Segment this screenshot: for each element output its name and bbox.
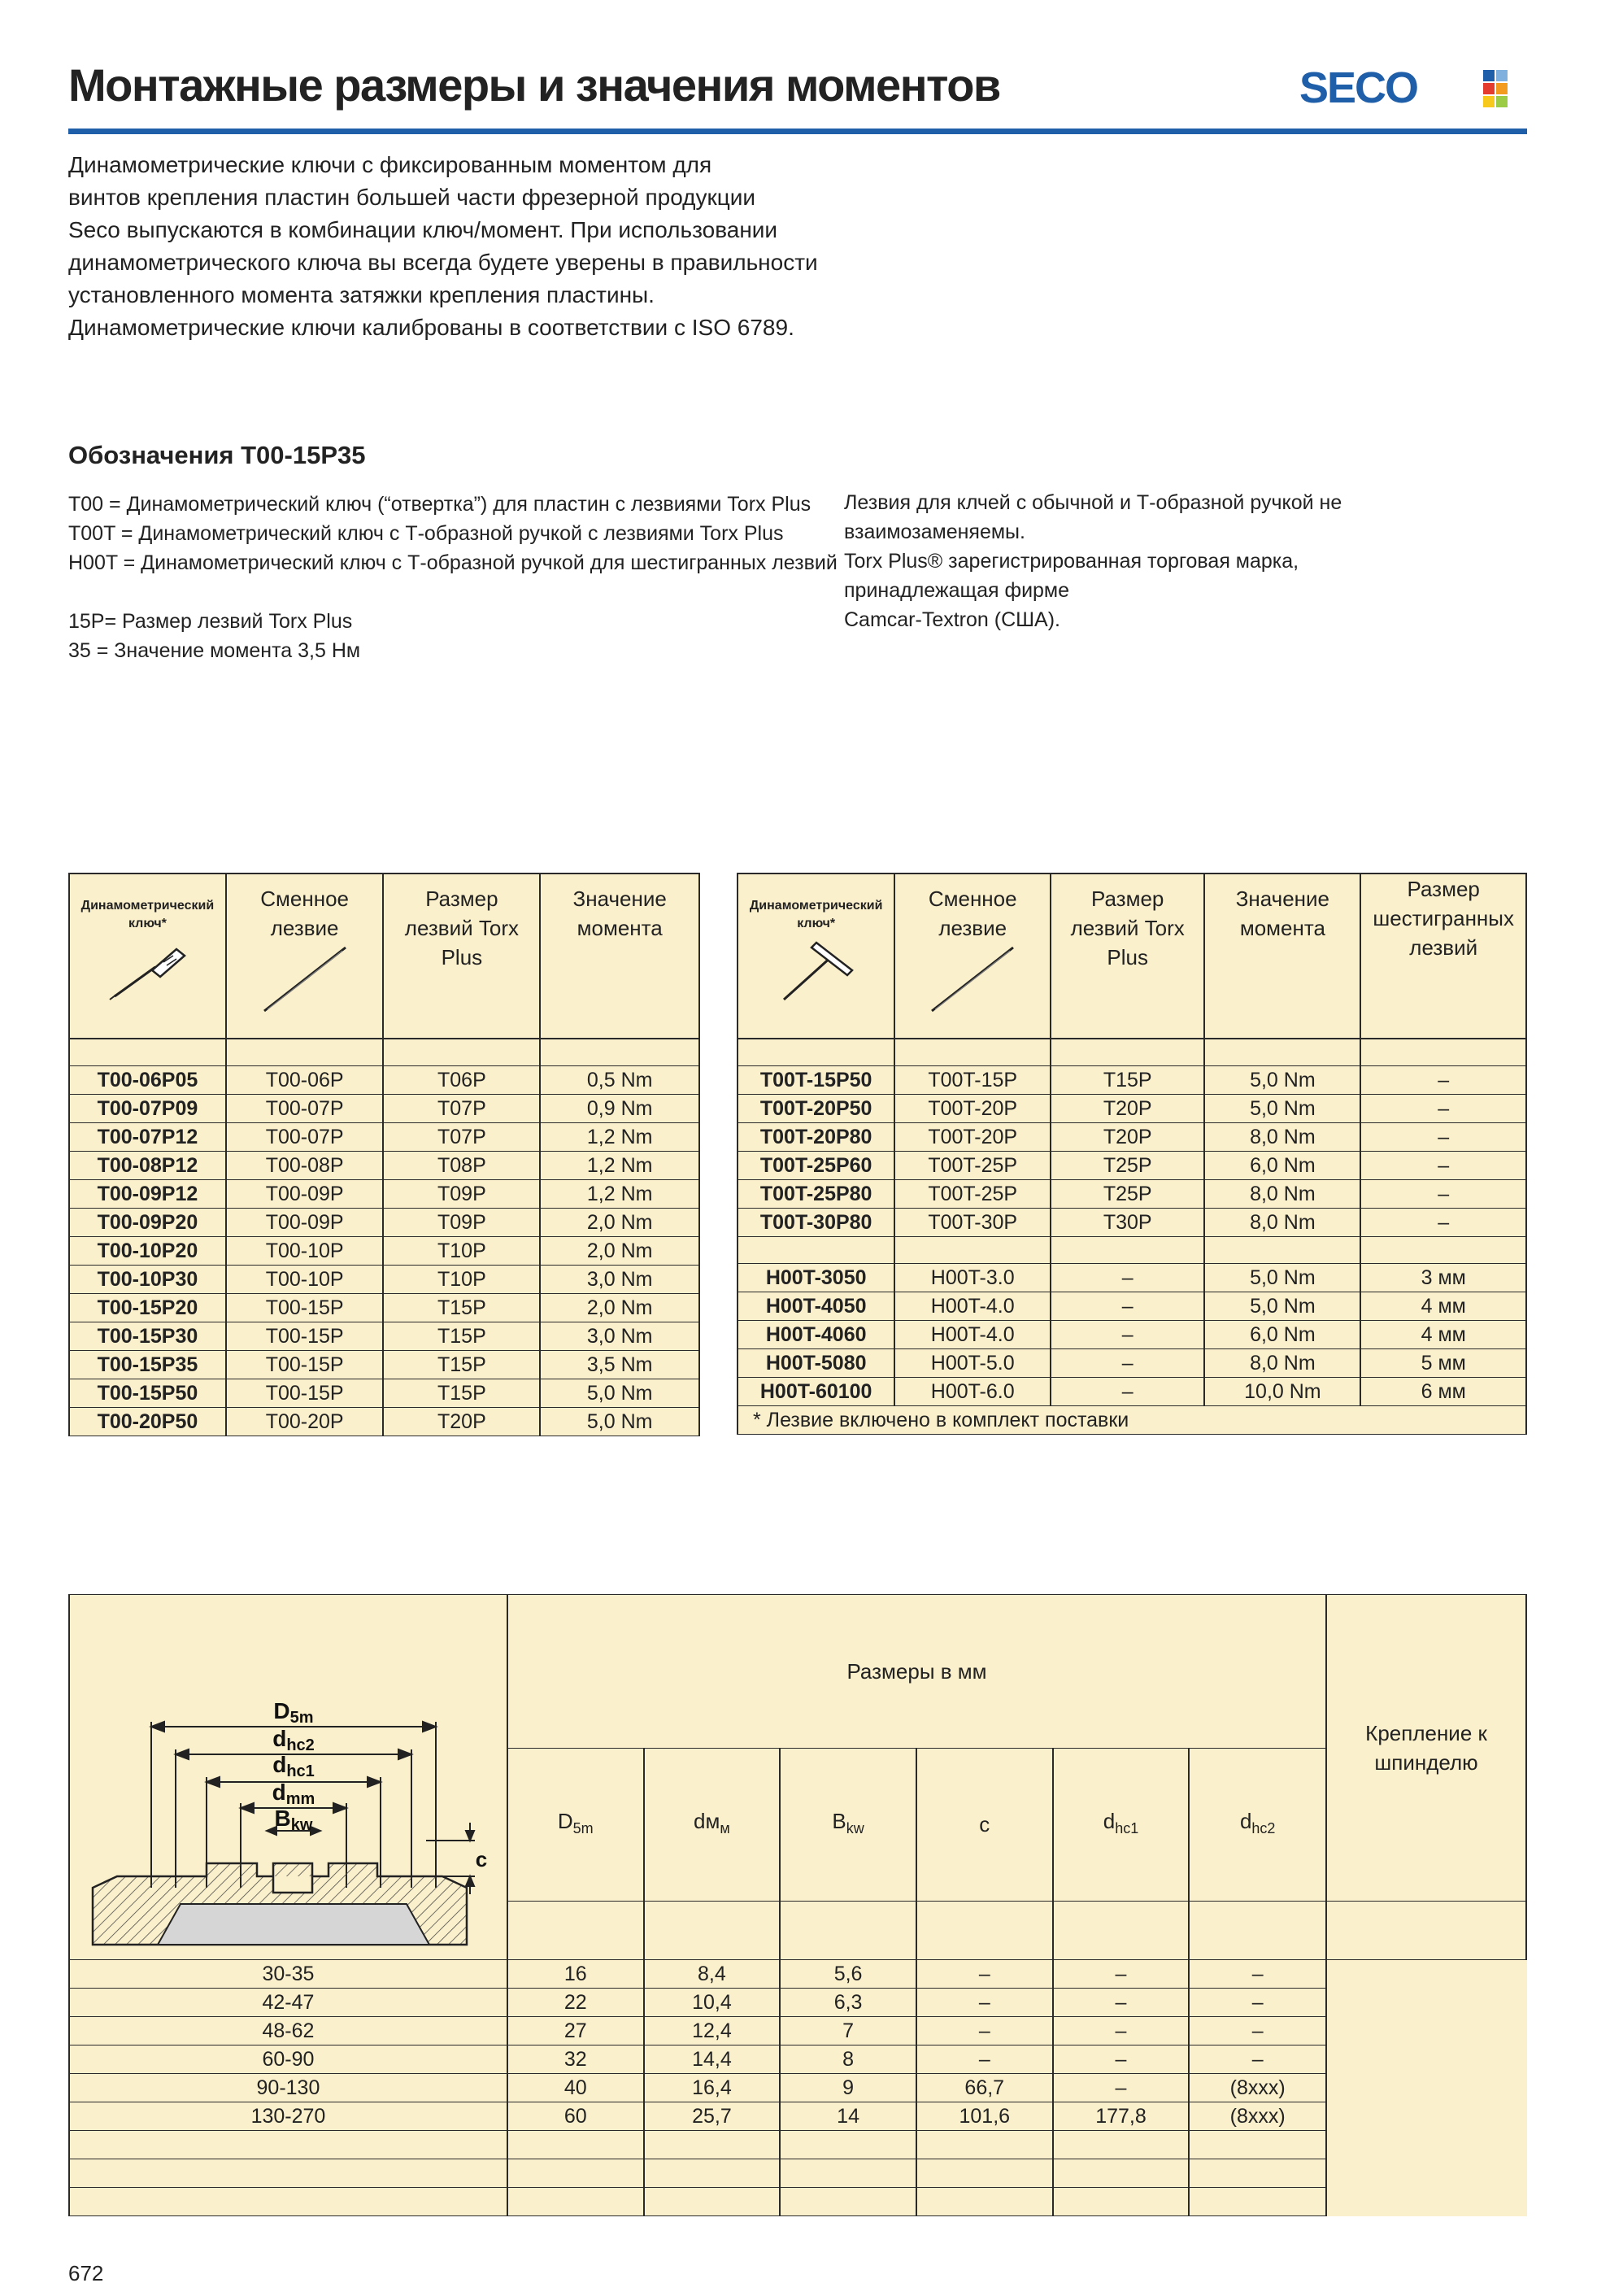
header-torque: Значение момента bbox=[540, 874, 699, 1039]
table-cell: – bbox=[1189, 2045, 1326, 2074]
table-cell: – bbox=[1360, 1123, 1526, 1152]
table-row bbox=[738, 1264, 1526, 1292]
table-cell: 32 bbox=[507, 2045, 644, 2074]
table-cell: 6,0 Nm bbox=[1204, 1321, 1360, 1349]
table-cell: T20P bbox=[1051, 1095, 1204, 1123]
header-torx-size: Размер лезвий Torx Plus bbox=[383, 874, 540, 1039]
table-cell: T00T-20P bbox=[894, 1095, 1051, 1123]
table-cell: 4 мм bbox=[1360, 1321, 1526, 1349]
blade-icon bbox=[256, 943, 354, 1016]
table-cell: T00-09P bbox=[226, 1180, 384, 1209]
table-cell-code: T00-09P20 bbox=[69, 1209, 226, 1237]
table-cell-code: T00-15P30 bbox=[69, 1322, 226, 1351]
table-cell: 5,0 Nm bbox=[1204, 1264, 1360, 1292]
table-cell: 16 bbox=[507, 1960, 644, 1989]
table-cell: – bbox=[1189, 1960, 1326, 1989]
mounting-dimensions-table bbox=[68, 1594, 1527, 2216]
table-cell-code: H00T-4050 bbox=[738, 1292, 894, 1321]
table-cell: 9 bbox=[780, 2074, 916, 2102]
table-cell-code: 90-130 bbox=[69, 2074, 507, 2102]
table-cell: T07P bbox=[383, 1123, 540, 1152]
table-cell: 66,7 bbox=[916, 2074, 1053, 2102]
table-cell: 5,6 bbox=[780, 1960, 916, 1989]
table-cell: T00-15P bbox=[226, 1351, 384, 1379]
table-cell: (8xxx) bbox=[1189, 2074, 1326, 2102]
table-cell: 8,0 Nm bbox=[1204, 1209, 1360, 1237]
dimension-column-header: $d_{hc2}$ bbox=[1189, 1748, 1326, 1902]
table-cell: 22 bbox=[507, 1989, 644, 2017]
spacer-row bbox=[69, 1039, 699, 1066]
table-cell-code: T00T-25P80 bbox=[738, 1180, 894, 1209]
table-cell-code: T00T-15P50 bbox=[738, 1066, 894, 1095]
table-row bbox=[69, 1123, 699, 1152]
table-cell: 40 bbox=[507, 2074, 644, 2102]
table-cell: 3,0 Nm bbox=[540, 1266, 699, 1294]
table-cell-code: H00T-5080 bbox=[738, 1349, 894, 1378]
table-cell: – bbox=[1051, 1378, 1204, 1406]
table-cell-code: 48-62 bbox=[69, 2017, 507, 2045]
dimension-column-header: $B_{kw}$ bbox=[780, 1748, 916, 1902]
table-cell: 1,2 Nm bbox=[540, 1152, 699, 1180]
table-cell: T25P bbox=[1051, 1180, 1204, 1209]
table-cell: – bbox=[1360, 1152, 1526, 1180]
table-cell: T00-07P bbox=[226, 1095, 384, 1123]
header-key: Динамометрический ключ* bbox=[738, 874, 894, 1039]
header-blade: Сменное лезвие bbox=[894, 874, 1051, 1039]
table-cell: 1,2 Nm bbox=[540, 1180, 699, 1209]
table-cell: – bbox=[1189, 2017, 1326, 2045]
table-cell: 27 bbox=[507, 2017, 644, 2045]
table-cell: T00T-15P bbox=[894, 1066, 1051, 1095]
table-cell: 8,0 Nm bbox=[1204, 1180, 1360, 1209]
table-cell: T00T-25P bbox=[894, 1152, 1051, 1180]
table-row bbox=[69, 1237, 699, 1266]
table-cell: 3,0 Nm bbox=[540, 1322, 699, 1351]
table-cell: T15P bbox=[1051, 1066, 1204, 1095]
table-row bbox=[69, 2017, 1526, 2045]
seco-logo bbox=[1299, 65, 1527, 111]
table-cell: 3 мм bbox=[1360, 1264, 1526, 1292]
table-cell: 6,0 Nm bbox=[1204, 1152, 1360, 1180]
table-row bbox=[738, 1180, 1526, 1209]
intro-paragraph: Динамометрические ключи с фиксированным моментом для винтов крепления пластин большей части фрезерной продукции Seco выпускаются в комбинации ключ/момент. При использовании динамометрического ключа вы всегда будете уверены в правильности установленного момента затяжки крепления пластины. Динамометрические ключи калиброваны в соответствии с ISO 6789. bbox=[68, 152, 818, 340]
table-cell: 5,0 Nm bbox=[1204, 1292, 1360, 1321]
table-cell: – bbox=[916, 2017, 1053, 2045]
table-cell: T00T-20P bbox=[894, 1123, 1051, 1152]
table-cell: – bbox=[1051, 1321, 1204, 1349]
table-cell-code: T00-07P12 bbox=[69, 1123, 226, 1152]
table-cell: T15P bbox=[383, 1351, 540, 1379]
table-cell: – bbox=[916, 2045, 1053, 2074]
table-row bbox=[738, 1123, 1526, 1152]
table-cell: – bbox=[1053, 1960, 1190, 1989]
spacer-row bbox=[69, 2159, 1526, 2188]
screwdriver-icon bbox=[98, 938, 196, 1003]
table-cell: – bbox=[1053, 2017, 1190, 2045]
table-cell: 12,4 bbox=[644, 2017, 781, 2045]
table-cell: 5,0 Nm bbox=[1204, 1095, 1360, 1123]
table-cell: H00T-4.0 bbox=[894, 1321, 1051, 1349]
dimension-column-header: c bbox=[916, 1748, 1053, 1902]
table-cell: 5,0 Nm bbox=[540, 1408, 699, 1436]
header-rule bbox=[68, 129, 1527, 134]
table-cell: 14 bbox=[780, 2102, 916, 2131]
dimensions-group-header: Размеры в мм bbox=[507, 1595, 1326, 1749]
table-row bbox=[69, 1095, 699, 1123]
table-cell: T00-08P bbox=[226, 1152, 384, 1180]
table-cell: – bbox=[1360, 1066, 1526, 1095]
table-cell-code: 130-270 bbox=[69, 2102, 507, 2131]
table-row bbox=[69, 1266, 699, 1294]
table-cell: 8,0 Nm bbox=[1204, 1349, 1360, 1378]
table-cell: T00-15P bbox=[226, 1294, 384, 1322]
cutter-cross-section-diagram bbox=[85, 1595, 491, 1953]
table-cell-code: H00T-60100 bbox=[738, 1378, 894, 1406]
designation-legend-left: T00 = Динамометрический ключ (“отвертка”) для пластин с лезвиями Torx Plus T00T = Динамометрический ключ с Т-образной ручкой с лезвиями Torx Plus H00T = Динамометрический ключ с Т-образной ручкой для шестигранных лезвий 15P= Размер лезвий Torx Plus 35 = Значение момента 3,5 Нм bbox=[68, 493, 838, 662]
cutter-diagram-cell bbox=[69, 1595, 507, 1960]
table-cell: – bbox=[1360, 1095, 1526, 1123]
table-cell: 1,2 Nm bbox=[540, 1123, 699, 1152]
table-cell-code: T00-08P12 bbox=[69, 1152, 226, 1180]
table-cell: 3,5 Nm bbox=[540, 1351, 699, 1379]
table-cell: – bbox=[1053, 2045, 1190, 2074]
table-cell: T09P bbox=[383, 1209, 540, 1237]
logo-text: SECO bbox=[1299, 65, 1418, 111]
table-cell-code: 30-35 bbox=[69, 1960, 507, 1989]
table-cell: 5,0 Nm bbox=[1204, 1066, 1360, 1095]
svg-text:dmm: dmm bbox=[272, 1780, 315, 1808]
table-cell: 0,9 Nm bbox=[540, 1095, 699, 1123]
table-cell: T09P bbox=[383, 1180, 540, 1209]
dimension-column-header: $D_{5m}$ bbox=[507, 1748, 644, 1902]
table-cell-code: T00-10P30 bbox=[69, 1266, 226, 1294]
table-cell: 4 мм bbox=[1360, 1292, 1526, 1321]
table-cell: – bbox=[1051, 1292, 1204, 1321]
blade-icon bbox=[924, 943, 1021, 1016]
footnote: * Лезвие включено в комплект поставки bbox=[738, 1406, 1526, 1435]
table-cell: T30P bbox=[1051, 1209, 1204, 1237]
header-torque: Значение момента bbox=[1204, 874, 1360, 1039]
table-cell: 10,4 bbox=[644, 1989, 781, 2017]
table-cell-code: T00-07P09 bbox=[69, 1095, 226, 1123]
table-cell-code: H00T-3050 bbox=[738, 1264, 894, 1292]
table-cell-code: T00-10P20 bbox=[69, 1237, 226, 1266]
table-row bbox=[738, 1378, 1526, 1406]
table-cell: T00-10P bbox=[226, 1266, 384, 1294]
table-cell-code: T00-20P50 bbox=[69, 1408, 226, 1436]
table-cell: T00-15P bbox=[226, 1379, 384, 1408]
table-cell: – bbox=[916, 1960, 1053, 1989]
table-row bbox=[738, 1095, 1526, 1123]
table-cell: T00-20P bbox=[226, 1408, 384, 1436]
table-cell: H00T-3.0 bbox=[894, 1264, 1051, 1292]
table-cell: 60 bbox=[507, 2102, 644, 2131]
table-cell: 10,0 Nm bbox=[1204, 1378, 1360, 1406]
table-cell: – bbox=[1053, 1989, 1190, 2017]
table-row bbox=[738, 1349, 1526, 1378]
table-row bbox=[69, 1209, 699, 1237]
spacer-row bbox=[69, 2131, 1526, 2159]
table-cell: T00-09P bbox=[226, 1209, 384, 1237]
table-cell-code: T00-09P12 bbox=[69, 1180, 226, 1209]
table-cell-code: T00T-30P80 bbox=[738, 1209, 894, 1237]
table-cell: 2,0 Nm bbox=[540, 1209, 699, 1237]
table-row bbox=[69, 1379, 699, 1408]
table-row bbox=[69, 1322, 699, 1351]
table-cell: – bbox=[1189, 1989, 1326, 2017]
table-cell: 8,0 Nm bbox=[1204, 1123, 1360, 1152]
table-cell: – bbox=[1360, 1180, 1526, 1209]
label-d5m: D5m bbox=[273, 1698, 315, 1727]
table-cell: T00-15P bbox=[226, 1322, 384, 1351]
table-cell: 6,3 bbox=[780, 1989, 916, 2017]
table-cell-code: T00T-20P50 bbox=[738, 1095, 894, 1123]
table-cell-code: H00T-4060 bbox=[738, 1321, 894, 1349]
table-cell: (8xxx) bbox=[1189, 2102, 1326, 2131]
table-cell: T25P bbox=[1051, 1152, 1204, 1180]
table-cell: – bbox=[916, 1989, 1053, 2017]
table-cell: T00-07P bbox=[226, 1123, 384, 1152]
table-cell: – bbox=[1051, 1264, 1204, 1292]
table-row bbox=[738, 1321, 1526, 1349]
header-hex-size: Размер шестигранных лезвий bbox=[1360, 874, 1526, 1039]
table-cell: 5,0 Nm bbox=[540, 1379, 699, 1408]
designation-legend-right: Лезвия для клчей с обычной и Т-образной ручкой не взаимозаменяемы. Torx Plus® зарегистрированная торговая марка, принадлежащая фирме Camcar-Textron (США). bbox=[844, 491, 1342, 631]
table-cell: 8 bbox=[780, 2045, 916, 2074]
table-cell: T20P bbox=[1051, 1123, 1204, 1152]
table-row bbox=[738, 1152, 1526, 1180]
table-cell: 6 мм bbox=[1360, 1378, 1526, 1406]
page-title: Монтажные размеры и значения моментов bbox=[68, 59, 1000, 111]
table-cell: T00T-25P bbox=[894, 1180, 1051, 1209]
table-cell: 16,4 bbox=[644, 2074, 781, 2102]
table-cell: T15P bbox=[383, 1294, 540, 1322]
table-cell: 7 bbox=[780, 2017, 916, 2045]
table-cell: 101,6 bbox=[916, 2102, 1053, 2131]
table-cell: T08P bbox=[383, 1152, 540, 1180]
table-cell-code: T00T-20P80 bbox=[738, 1123, 894, 1152]
dimension-column-header: $d_{hc1}$ bbox=[1053, 1748, 1190, 1902]
table-cell-code: T00-15P20 bbox=[69, 1294, 226, 1322]
table-cell: 5 мм bbox=[1360, 1349, 1526, 1378]
table-cell: 2,0 Nm bbox=[540, 1294, 699, 1322]
table-cell-code: T00-06P05 bbox=[69, 1066, 226, 1095]
table-cell: 2,0 Nm bbox=[540, 1237, 699, 1266]
t-handle-key-icon bbox=[768, 938, 865, 1003]
table-row bbox=[738, 1209, 1526, 1237]
table-cell: T00T-30P bbox=[894, 1209, 1051, 1237]
table-cell: T10P bbox=[383, 1266, 540, 1294]
table-cell: T06P bbox=[383, 1066, 540, 1095]
svg-text:Bkw: Bkw bbox=[274, 1806, 313, 1834]
table-cell: T20P bbox=[383, 1408, 540, 1436]
header-torx-size: Размер лезвий Torx Plus bbox=[1051, 874, 1204, 1039]
table-cell-code: T00-15P35 bbox=[69, 1351, 226, 1379]
svg-text:dhc1: dhc1 bbox=[272, 1752, 315, 1780]
table-cell: – bbox=[1053, 2074, 1190, 2102]
table-row bbox=[69, 1351, 699, 1379]
spindle-mount-header: Крепление к шпинделю bbox=[1326, 1595, 1526, 1902]
designation-title: Обозначения T00-15P35 bbox=[68, 441, 366, 469]
table-row bbox=[738, 1292, 1526, 1321]
table-cell-code: 42-47 bbox=[69, 1989, 507, 2017]
header-blade: Сменное лезвие bbox=[226, 874, 384, 1039]
table-row bbox=[738, 1066, 1526, 1095]
table-cell: – bbox=[1360, 1209, 1526, 1237]
torque-key-table-t-handle bbox=[737, 873, 1527, 1435]
table-cell: T00-06P bbox=[226, 1066, 384, 1095]
svg-text:c: c bbox=[476, 1847, 488, 1871]
table-cell: – bbox=[1051, 1349, 1204, 1378]
table-row bbox=[69, 1408, 699, 1436]
table-cell: T07P bbox=[383, 1095, 540, 1123]
table-cell: H00T-6.0 bbox=[894, 1378, 1051, 1406]
table-row bbox=[69, 1294, 699, 1322]
table-row bbox=[69, 1180, 699, 1209]
table-cell: 14,4 bbox=[644, 2045, 781, 2074]
table-cell: T00-10P bbox=[226, 1237, 384, 1266]
table-cell-code: T00T-25P60 bbox=[738, 1152, 894, 1180]
table-cell-code: T00-15P50 bbox=[69, 1379, 226, 1408]
table-cell: H00T-5.0 bbox=[894, 1349, 1051, 1378]
spacer-row bbox=[738, 1237, 1526, 1264]
table-cell-code: 60-90 bbox=[69, 2045, 507, 2074]
table-cell: 8,4 bbox=[644, 1960, 781, 1989]
table-cell: 25,7 bbox=[644, 2102, 781, 2131]
table-row bbox=[69, 1960, 1526, 1989]
table-row bbox=[69, 1152, 699, 1180]
table-cell: T15P bbox=[383, 1322, 540, 1351]
table-cell: T15P bbox=[383, 1379, 540, 1408]
table-cell: T10P bbox=[383, 1237, 540, 1266]
header-key: Динамометрический ключ* bbox=[69, 874, 226, 1039]
table-row bbox=[69, 1989, 1526, 2017]
dimension-column-header: $dм_м$ bbox=[644, 1748, 781, 1902]
table-row bbox=[69, 2045, 1526, 2074]
svg-text:dhc2: dhc2 bbox=[272, 1726, 315, 1754]
table-row bbox=[69, 2102, 1526, 2131]
table-row bbox=[69, 1066, 699, 1095]
table-cell: 0,5 Nm bbox=[540, 1066, 699, 1095]
page-number: 672 bbox=[68, 2261, 104, 2285]
table-cell: H00T-4.0 bbox=[894, 1292, 1051, 1321]
torque-key-table-screwdriver bbox=[68, 873, 700, 1436]
table-row bbox=[69, 2074, 1526, 2102]
table-cell: 177,8 bbox=[1053, 2102, 1190, 2131]
spacer-row bbox=[69, 2188, 1526, 2216]
spacer-row bbox=[738, 1039, 1526, 1066]
